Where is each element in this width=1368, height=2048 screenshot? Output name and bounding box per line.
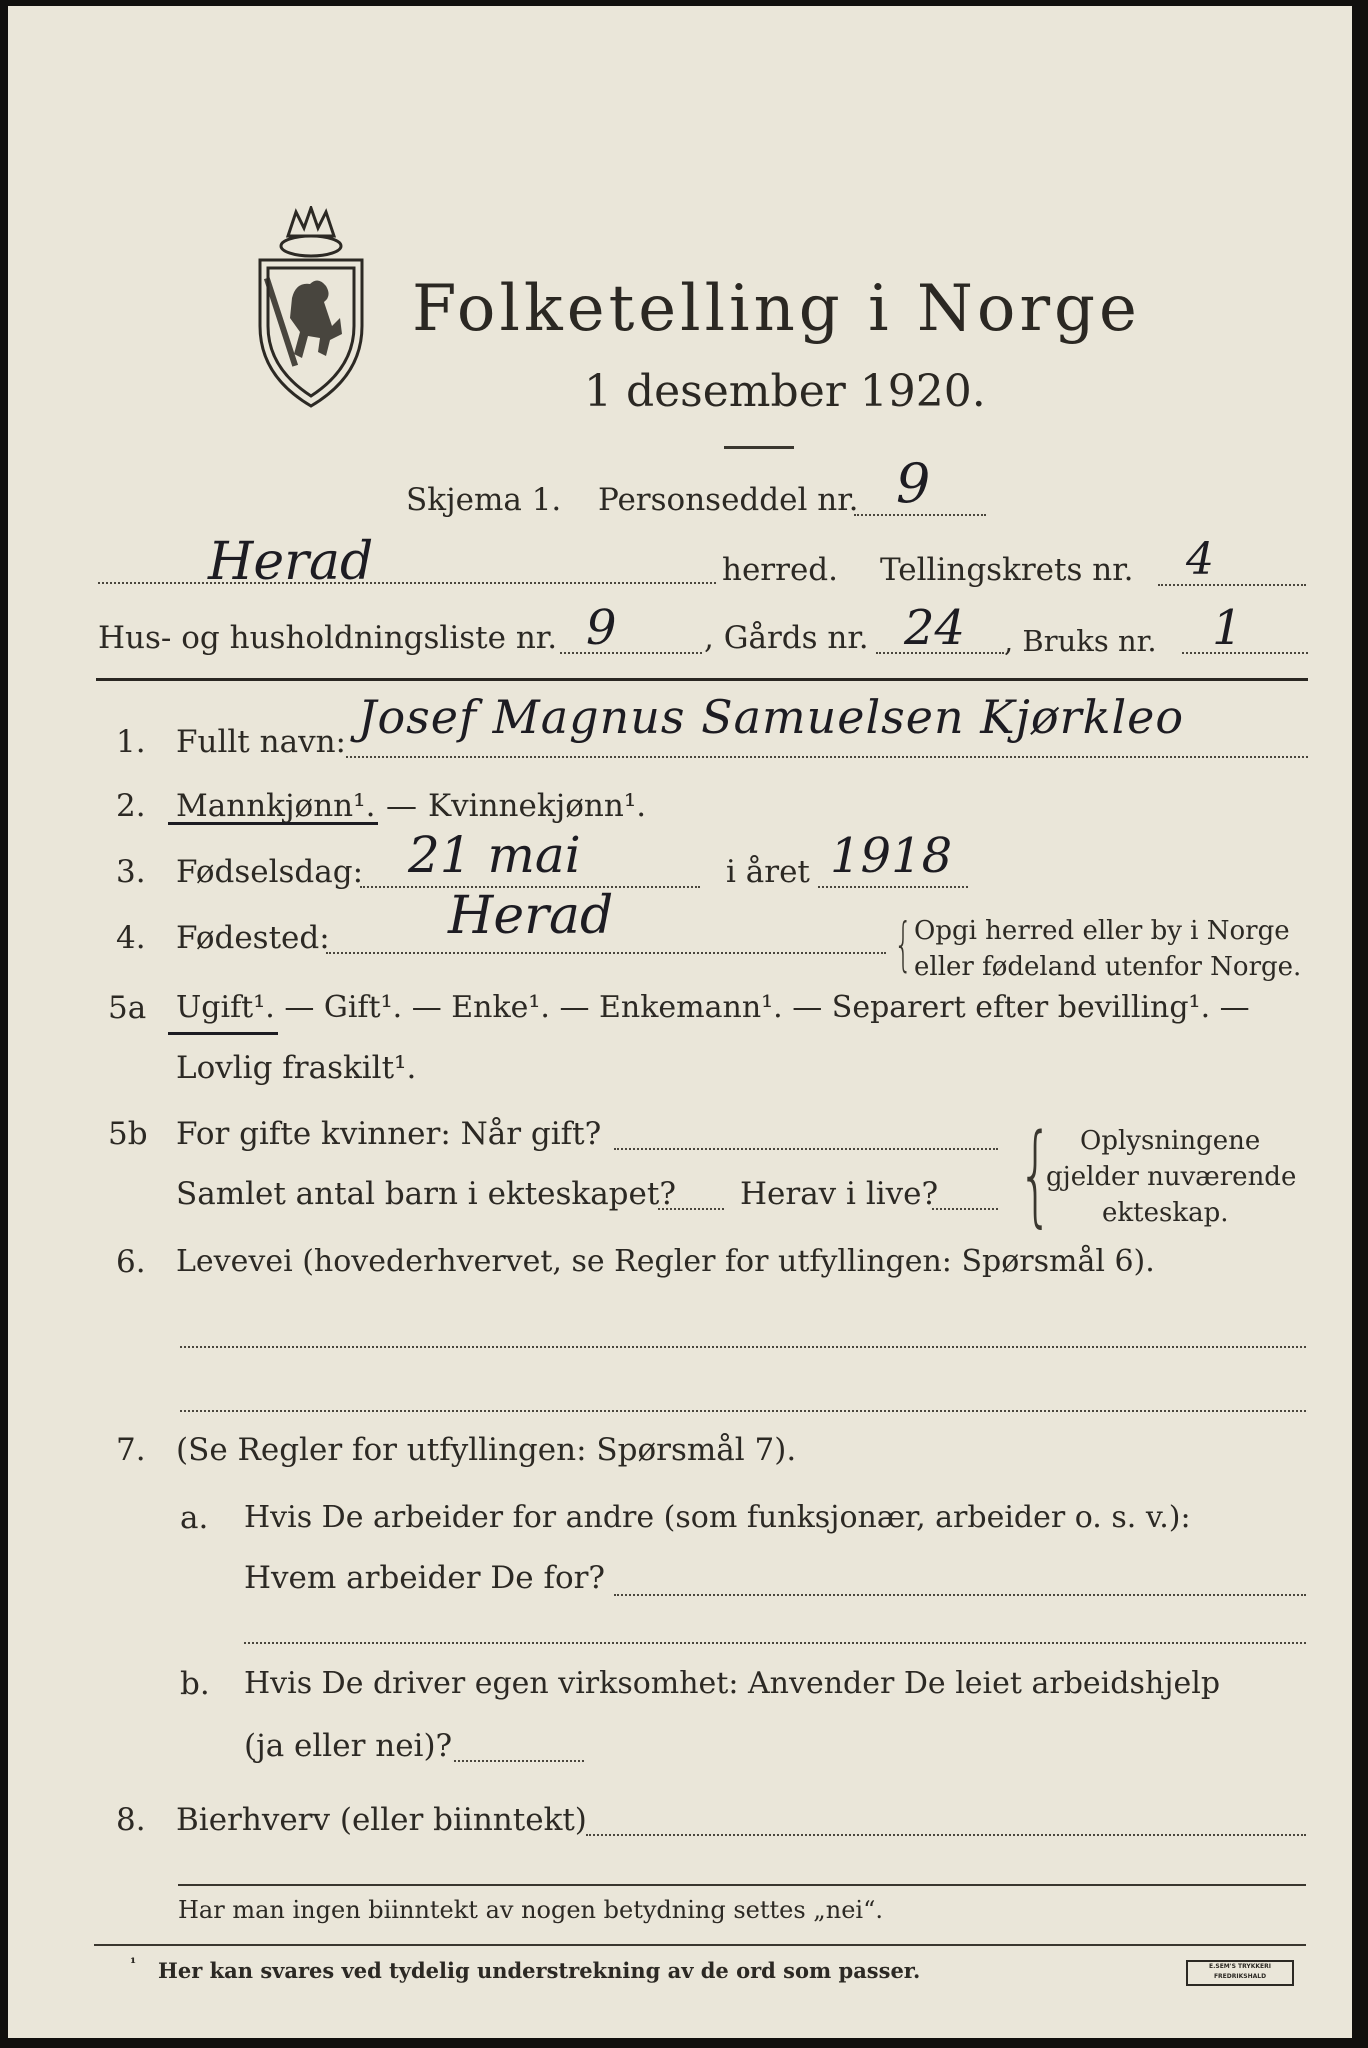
q3-birthday-value[interactable]: 21 mai xyxy=(408,826,581,884)
q2-male-option[interactable]: Mannkjønn¹. xyxy=(176,788,376,824)
q6-number: 6. xyxy=(116,1244,146,1280)
form-date: 1 desember 1920. xyxy=(584,366,986,417)
norwegian-coat-of-arms-icon xyxy=(252,206,370,412)
q6-answer-line-1[interactable] xyxy=(180,1346,1306,1348)
q5b-married-label: For gifte kvinner: Når gift? xyxy=(176,1116,602,1152)
footnote-mark: ¹ xyxy=(130,1956,137,1972)
q1-label: Fullt navn: xyxy=(176,724,346,760)
q4-label: Fødested: xyxy=(176,920,330,956)
q5a-number: 5a xyxy=(108,990,147,1026)
q3-label: Fødselsdag: xyxy=(176,854,364,890)
footnote-text: Her kan svares ved tydelig understrekning av de ord som passer. xyxy=(158,1958,921,1983)
q8-number: 8. xyxy=(116,1802,146,1838)
q7b-letter: b. xyxy=(180,1666,210,1702)
gards-value[interactable]: 24 xyxy=(904,600,966,656)
q5a-marital-options[interactable]: Ugift¹. — Gift¹. — Enke¹. — Enkemann¹. — Separert efter bevilling¹. — xyxy=(176,990,1250,1025)
q4-number: 4. xyxy=(116,920,146,956)
tellingskrets-value[interactable]: 4 xyxy=(1186,534,1214,585)
q8-label: Bierhverv (eller biinntekt) xyxy=(176,1802,587,1838)
q6-answer-line-2[interactable] xyxy=(180,1410,1306,1412)
form-title: Folketelling i Norge xyxy=(412,272,1141,346)
q7-label: (Se Regler for utfyllingen: Spørsmål 7). xyxy=(176,1432,797,1468)
gards-label: , Gårds nr. xyxy=(704,620,869,656)
q7b-question: Hvis De driver egen virksomhet: Anvender De leiet arbeidshjelp xyxy=(244,1666,1221,1701)
q5a-lovlig-fraskilt[interactable]: Lovlig fraskilt¹. xyxy=(176,1050,417,1086)
q5b-number: 5b xyxy=(108,1116,148,1152)
q7a-employer-label: Hvem arbeider De for? xyxy=(244,1560,606,1596)
q4-note-line2: eller fødeland utenfor Norge. xyxy=(914,952,1302,982)
q2-female-option[interactable]: Kvinnekjønn¹. xyxy=(428,788,647,824)
q5b-note-line1: Oplysningene xyxy=(1080,1126,1261,1156)
q2-number: 2. xyxy=(116,788,146,824)
q4-birthplace-value[interactable]: Herad xyxy=(448,886,614,946)
personseddel-value[interactable]: 9 xyxy=(896,452,931,515)
title-divider xyxy=(724,446,794,449)
q3-number: 3. xyxy=(116,854,146,890)
header-rule xyxy=(96,678,1308,681)
q2-male-underline xyxy=(168,822,378,825)
q7b-yes-no-label: (ja eller nei)? xyxy=(244,1728,453,1764)
q5b-alive-label: Herav i live? xyxy=(740,1176,939,1212)
hus-value[interactable]: 9 xyxy=(586,600,617,656)
q7a-employer-line[interactable] xyxy=(614,1594,1306,1596)
q5b-children-label: Samlet antal barn i ekteskapet? xyxy=(176,1176,676,1212)
skjema-label: Skjema 1. xyxy=(406,482,562,518)
hus-label: Hus- og husholdningsliste nr. xyxy=(98,620,558,656)
q6-label: Levevei (hovederhvervet, se Regler for utfyllingen: Spørsmål 6). xyxy=(176,1244,1155,1279)
q3-year-value[interactable]: 1918 xyxy=(830,828,953,884)
q7a-letter: a. xyxy=(180,1500,209,1536)
q7b-yes-no-line[interactable] xyxy=(454,1760,584,1762)
q3-year-label: i året xyxy=(726,854,810,890)
bruks-label: , Bruks nr. xyxy=(1004,624,1157,658)
herred-label: herred. xyxy=(722,552,838,588)
bruks-value[interactable]: 1 xyxy=(1212,600,1243,656)
q7a-employer-line-2[interactable] xyxy=(244,1642,1306,1644)
tellingskrets-label: Tellingskrets nr. xyxy=(880,552,1134,588)
footnote-rule xyxy=(94,1944,1306,1946)
herred-value[interactable]: Herad xyxy=(208,532,374,592)
q7-number: 7. xyxy=(116,1432,146,1468)
q8-answer-line[interactable] xyxy=(586,1834,1306,1836)
q5b-note-line3: ekteskap. xyxy=(1102,1198,1229,1228)
q7a-question: Hvis De arbeider for andre (som funksjonær, arbeider o. s. v.): xyxy=(244,1500,1191,1535)
printer-stamp: E.SEM'S TRYKKERI FREDRIKSHALD xyxy=(1186,1960,1294,1986)
census-form-sheet: Folketelling i Norge 1 desember 1920. Skjema 1. Personseddel nr. 9 Herad herred. Tellingskrets nr. 4 Hus- og husholdningsliste nr. 9 , Gårds nr. 24 , Bruks nr. 1 1. Fullt navn: Josef Magnus Samuelsen Kjørkleo 2. Mannkjønn¹. — Kvinnekjønn¹. 3. Fødselsdag: 21 mai i året 1918 4. Fødested: Herad { Opgi herred eller by i Norge eller fødeland utenfor Norge. 5a Ugift¹. — Gift¹. — Enke¹. — Enkemann¹. — Separert efter bevilling¹. — Lovlig fraskilt¹. 5b For gifte kvinner: Når gift? Samlet antal barn i ekteskapet? Herav i live? { Oplysningene gjelder nuværende ekteskap. 6. Levevei (hovederhvervet, se Regler for utfyllingen: Spørsmål 6). 7. (Se Regler for utfyllingen: Spørsmål 7). a. Hvis De arbeider for andre (som funksjonær, arbeider o. s. v.): Hvem arbeider De for? b. Hvis De driver egen virksomhet: Anvender De leiet arbeidshjelp (ja eller nei)? 8. Bierhverv (eller biinntekt) Har man ingen biinntekt av nogen betydning settes „nei“. ¹ Her kan svares ved tydelig understrekning av de ord som passer. E.SEM'S TRYKKERI FREDRIKSHALD xyxy=(8,6,1352,2038)
q1-full-name-value[interactable]: Josef Magnus Samuelsen Kjørkleo xyxy=(358,690,1185,744)
personseddel-label: Personseddel nr. xyxy=(598,482,859,518)
q5a-ugift-underline xyxy=(168,1032,278,1035)
q1-number: 1. xyxy=(116,724,146,760)
q5b-note-line2: gjelder nuværende xyxy=(1046,1162,1297,1192)
notes-rule xyxy=(178,1884,1306,1886)
q4-note-line1: Opgi herred eller by i Norge xyxy=(914,916,1290,946)
nei-instruction: Har man ingen biinntekt av nogen betydning settes „nei“. xyxy=(178,1896,883,1924)
